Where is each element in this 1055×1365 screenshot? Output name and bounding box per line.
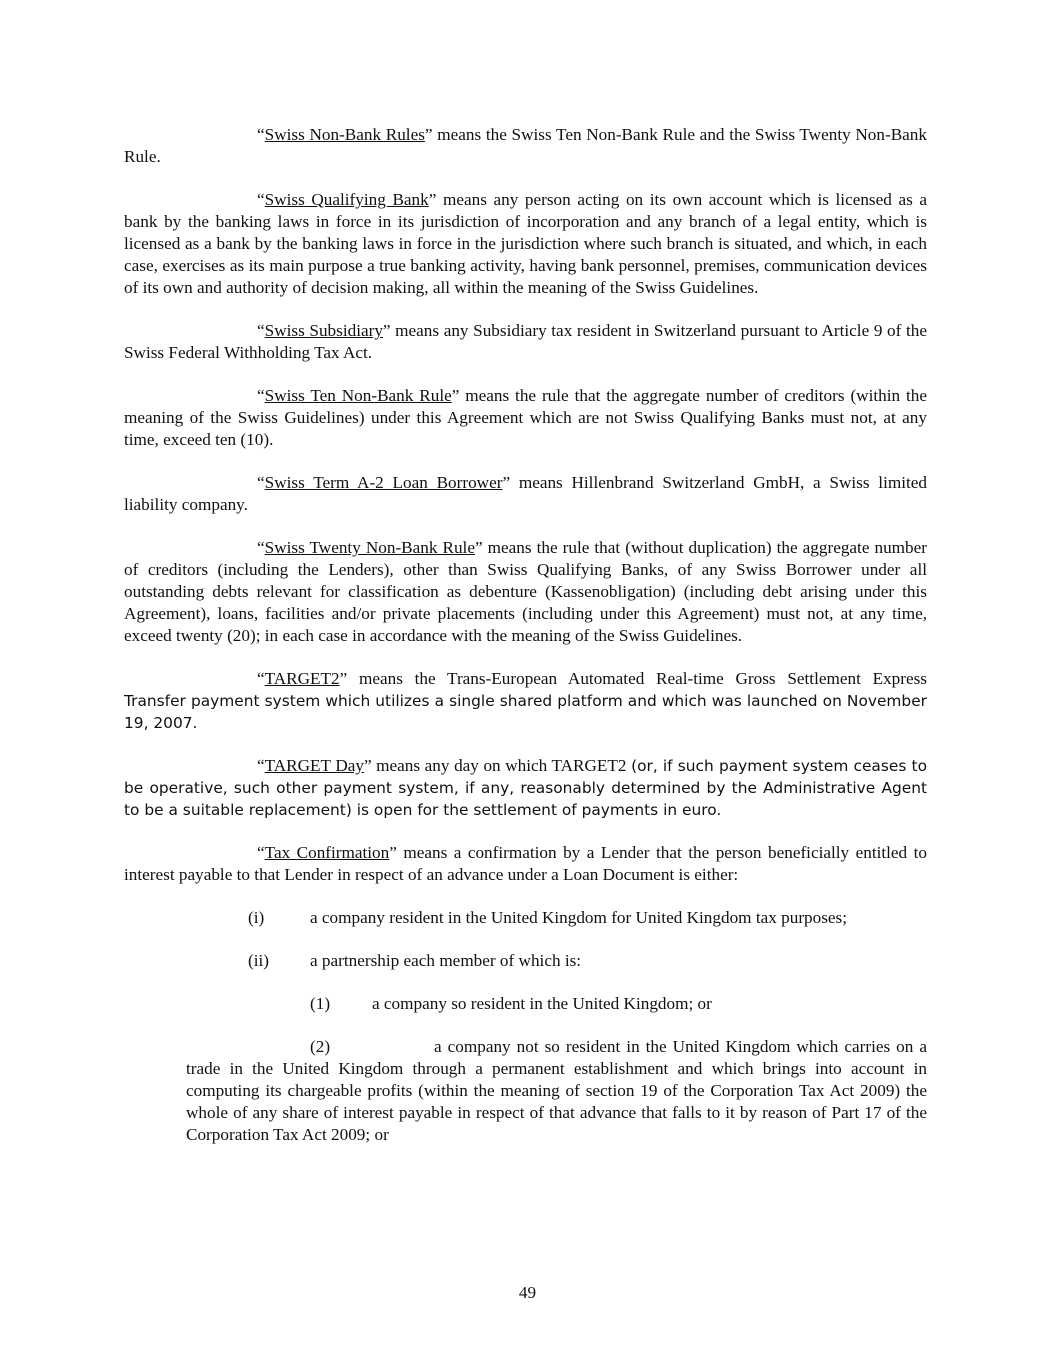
list-item-ii [124,950,927,972]
defined-term: Tax Confirmation [264,843,390,862]
item-number: (ii) [248,951,269,970]
item-number: (i) [248,908,265,927]
item-number: (2) [310,1037,331,1056]
defined-term: Swiss Term A-2 Loan Borrower [264,473,503,492]
defined-term: Swiss Qualifying Bank [264,190,429,209]
definition-tax-confirmation: “Tax Confirmation” means a confirmation by a Lender that the person beneficially entitled to interest payable to that Lender in respect of an advance under a Loan Document is either: [124,843,927,884]
defined-term: TARGET2 [264,669,340,688]
definition-text: ” means any Subsidiary tax resident in Switzerland pursuant to Article 9 of the Swiss Federal Withholding Tax Act. [124,321,927,362]
definition-swiss-non-bank-rules: “Swiss Non-Bank Rules” means the Swiss Ten Non-Bank Rule and the Swiss Twenty Non-Bank Rule. [124,125,927,166]
definition-text-continued: Transfer payment system which utilizes a single shared platform and which was launched on November 19, 2007. [124,692,927,732]
item-text-first-line: a company not so resident in the United Kingdom which carries on a [434,1037,927,1056]
definition-swiss-ten-non-bank-rule: “Swiss Ten Non-Bank Rule” means the rule that the aggregate number of creditors (within the meaning of the Swiss Guidelines) under this Agreement which are not Swiss Qualifying Banks must not, at any time, exceed ten (10). [124,386,927,449]
definition-text: ” means the Trans-European Automated Real-time Gross Settlement Express [339,669,927,688]
item-text: a company so resident in the United Kingdom; or [372,994,712,1013]
defined-term: Swiss Subsidiary [264,321,383,340]
list-item-i [124,907,927,929]
item-text: a company resident in the United Kingdom for United Kingdom tax purposes; [310,908,848,927]
definition-swiss-subsidiary: “Swiss Subsidiary” means any Subsidiary tax resident in Switzerland pursuant to Article 9 of the Swiss Federal Withholding Tax Act. [124,321,927,362]
definition-target-day: “TARGET Day” means any day on which TARGET2 (or, if such payment system ceases to be operative, such other payment system, if any, reasonably determined by the Administrative Agent to be a suitable replacement) is open for the settlement of payments in euro. [124,756,927,819]
definition-text: ” means the rule that (without duplication) the aggregate number of creditors (including the Lenders), other than Swiss Qualifying Banks, of any Swiss Borrower under all outstanding debts relevant for classification as debenture (Kassenobligation) (including debt arising under this Agreement), loans, facilities and/or private placements (including under this Agreement) must not, at any time, exceed twenty (20); in each case in accordance with the meaning of the Swiss Guidelines. [124,538,927,645]
defined-term: Swiss Non-Bank Rules [264,125,425,144]
definition-text: ” means any day on which TARGET2 [363,756,632,775]
defined-term: Swiss Twenty Non-Bank Rule [264,538,475,557]
definition-swiss-term-a2-loan-borrower: “Swiss Term A-2 Loan Borrower” means Hillenbrand Switzerland GmbH, a Swiss limited liability company. [124,473,927,514]
document-page [124,124,927,1146]
definition-swiss-twenty-non-bank-rule: “Swiss Twenty Non-Bank Rule” means the rule that (without duplication) the aggregate number of creditors (including the Lenders), other than Swiss Qualifying Banks, of any Swiss Borrower under all outstanding debts relevant for classification as debenture (Kassenobligation) (including debt arising under this Agreement), loans, facilities and/or private placements (including under this Agreement) must not, at any time, exceed twenty (20); in each case in accordance with the meaning of the Swiss Guidelines. [124,538,927,645]
item-text: a partnership each member of which is: [310,951,582,970]
definition-text-continued: (or, if such payment system ceases to be operative, such other payment system, if any, reasonably determined by the Administrative Agent to be a suitable replacement) is open for the settlement of payments in euro. [124,757,927,819]
definition-text: ” means the rule that the aggregate number of creditors (within the meaning of the Swiss Guidelines) under this Agreement which are not Swiss Qualifying Banks must not, at any time, exceed ten (10). [124,386,927,449]
item-text-rest: trade in the United Kingdom through a permanent establishment and which brings into account in computing its chargeable profits (within the meaning of section 19 of the Corporation Tax Act 2009) the whole of any share of interest payable in respect of that advance that falls to it by reason of Part 17 of the Corporation Tax Act 2009; or [186,1059,927,1144]
defined-term: Swiss Ten Non-Bank Rule [264,386,452,405]
defined-term: TARGET Day [264,756,364,775]
item-number: (1) [310,994,331,1013]
definition-text: ” means any person acting on its own account which is licensed as a bank by the banking laws in force in its jurisdiction of incorporation and any branch of a legal entity, which is licensed as a bank by the banking laws in force in the jurisdiction where such branch is situated, and which, in each case, exercises as its main purpose a true banking activity, having bank personnel, premises, communication devices of its own and authority of decision making, all within the meaning of the Swiss Guidelines. [124,190,927,297]
definition-swiss-qualifying-bank: “Swiss Qualifying Bank” means any person acting on its own account which is licensed as a bank by the banking laws in force in its jurisdiction of incorporation and any branch of a legal entity, which is licensed as a bank by the banking laws in force in the jurisdiction where such branch is situated, and which, in each case, exercises as its main purpose a true banking activity, having bank personnel, premises, communication devices of its own and authority of decision making, all within the meaning of the Swiss Guidelines. [124,190,927,297]
list-item-1 [124,993,927,1015]
definition-target2: “TARGET2” means the Trans-European Automated Real-time Gross Settlement Express Transfer payment system which utilizes a single shared platform and which was launched on November 19, 2007. [124,669,927,732]
definition-text: ” means a confirmation by a Lender that the person beneficially entitled to interest payable to that Lender in respect of an advance under a Loan Document is either: [124,843,927,884]
definition-text: ” means Hillenbrand Switzerland GmbH, a Swiss limited liability company. [124,473,927,514]
list-item-2 [186,1036,927,1146]
page-number: 49 [518,1283,537,1302]
definition-text: ” means the Swiss Ten Non-Bank Rule and the Swiss Twenty Non-Bank Rule. [124,125,927,166]
